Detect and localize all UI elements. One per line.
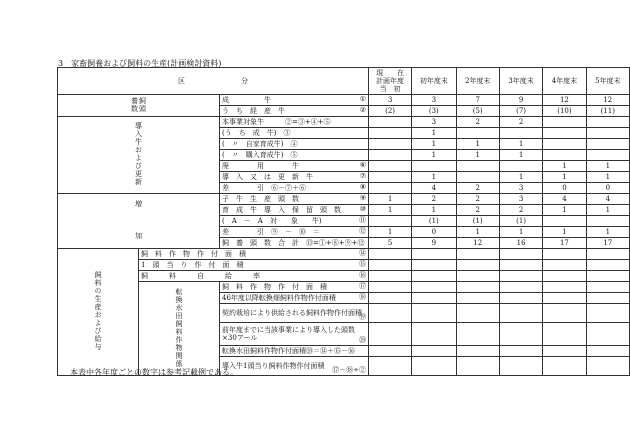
table-cell <box>368 260 411 271</box>
table-cell <box>499 161 542 172</box>
table-cell <box>499 346 542 357</box>
table-cell <box>368 346 411 357</box>
table-cell <box>543 282 586 293</box>
table-cell: 2 <box>412 194 456 205</box>
table-cell: 1 <box>456 150 499 161</box>
table-cell <box>368 323 411 346</box>
table-cell <box>412 271 456 282</box>
header-year-3: 3年度末 <box>499 68 542 95</box>
row-label <box>220 227 369 238</box>
table-cell: 1 <box>412 150 456 161</box>
header-year-2: 2年度末 <box>456 68 499 95</box>
table-cell <box>368 304 411 323</box>
table-cell <box>586 346 629 357</box>
table-cell <box>499 323 542 346</box>
table-cell <box>456 161 499 172</box>
table-cell: 0 <box>543 183 586 194</box>
row-label <box>220 304 369 323</box>
row-label-text: 契約栽培により供給される飼料作物作付面積 <box>222 309 362 317</box>
table-cell <box>586 139 629 150</box>
table-cell: 1 <box>543 227 586 238</box>
section-label-shiyo: 飼頭養数 <box>58 95 220 117</box>
row-label-text: 前年度までに当該事業により導入した頭数×30アール <box>222 326 355 342</box>
table-cell <box>586 282 629 293</box>
table-cell: 0 <box>412 227 456 238</box>
table-cell: (1) <box>456 216 499 227</box>
table-cell: 1 <box>456 139 499 150</box>
row-label-text: ( 〃 購入育成牛) ⑤ <box>222 150 298 159</box>
table-cell <box>412 293 456 304</box>
table-cell <box>412 260 456 271</box>
row-label-text: う ち 経 産 牛 <box>222 106 285 115</box>
table-cell <box>456 304 499 323</box>
row-label-text: 成 牛 <box>222 95 271 104</box>
table-cell <box>586 216 629 227</box>
row-label <box>220 282 369 293</box>
row-label-text: 本事業対象牛 ②=③+④+⑤ <box>222 117 331 126</box>
table-cell: (3) <box>412 106 456 117</box>
row-label-text: 差 引 ⑨ － ⑩ ＝ <box>222 227 320 236</box>
table-cell: 3 <box>412 95 456 106</box>
table-cell <box>368 128 411 139</box>
row-label <box>220 194 369 205</box>
row-label-text: (う ち 成 牛) ③ <box>222 128 291 137</box>
row-circle-number: ⑳ <box>358 336 366 344</box>
table-cell <box>543 304 586 323</box>
table-cell: 0 <box>586 183 629 194</box>
table-cell <box>456 128 499 139</box>
table-cell: (11) <box>586 106 629 117</box>
header-current: 現 在 計画年度 当 初 <box>368 68 411 95</box>
row-label-text: 46年度以降転換畑飼料作物作付面積 <box>222 293 336 302</box>
table-cell: 17 <box>586 238 629 249</box>
table-cell: 9 <box>499 95 542 106</box>
table-cell <box>499 357 542 376</box>
row-label-text: 飼 料 作 物 作 付 面 積 <box>222 282 327 291</box>
row-label <box>220 183 369 194</box>
row-circle-number: ⑰ <box>358 282 366 290</box>
header-row <box>58 68 630 95</box>
row-label <box>220 106 369 117</box>
section-label-zoka: 増 加 <box>58 194 220 249</box>
row-label <box>220 293 369 304</box>
table-cell: (10) <box>543 106 586 117</box>
row-label-text: ( 〃 自家育成牛) ④ <box>222 139 298 148</box>
row-label-text: 差 引 ⑥－⑦＋⑥ <box>222 183 306 192</box>
table-cell: 1 <box>368 194 411 205</box>
table-cell <box>456 271 499 282</box>
table-cell: (7) <box>499 106 542 117</box>
table-cell: 1 <box>543 205 586 216</box>
table-cell: 1 <box>543 172 586 183</box>
table-cell <box>586 357 629 376</box>
table-cell <box>456 293 499 304</box>
row-circle-number: ⑱ <box>358 293 366 301</box>
row-circle-number: ⑯ <box>358 271 366 279</box>
section-label-tenkan: 転換水田飼料作物関係 <box>139 282 220 376</box>
row-label <box>139 271 369 282</box>
table-cell <box>412 357 456 376</box>
table-cell <box>499 282 542 293</box>
table-row <box>58 95 630 106</box>
table-cell <box>368 139 411 150</box>
table-cell <box>586 304 629 323</box>
row-circle-number: ⑥ <box>359 161 366 169</box>
row-label <box>220 128 369 139</box>
row-label <box>139 249 369 260</box>
table-cell <box>499 304 542 323</box>
row-label-text: 子 牛 生 産 頭 数 <box>222 194 299 203</box>
row-label <box>220 323 369 346</box>
table-cell: 1 <box>412 139 456 150</box>
row-circle-number: ⑲ <box>358 313 366 321</box>
table-cell <box>368 172 411 183</box>
table-cell: 4 <box>412 183 456 194</box>
table-cell <box>543 139 586 150</box>
table-cell: 1 <box>456 227 499 238</box>
table-cell <box>412 249 456 260</box>
table-cell: 17 <box>543 238 586 249</box>
table-cell <box>543 260 586 271</box>
row-label-text: 転換水田飼料作物作付面積⑳＝⑭＋⑮－⑯ <box>222 346 355 355</box>
row-label <box>220 346 369 357</box>
row-circle-number: ⑰－⑱÷② <box>332 366 366 374</box>
section-label-donyu: 導入牛および更新 <box>58 117 220 194</box>
row-label-text: 育 成 牛 導 入 保 留 頭 数 <box>222 205 341 214</box>
table-cell <box>412 304 456 323</box>
table-cell: 1 <box>499 139 542 150</box>
table-cell: 1 <box>368 205 411 216</box>
table-cell <box>543 128 586 139</box>
table-body <box>58 95 630 376</box>
table-cell: 2 <box>456 183 499 194</box>
table-cell <box>456 357 499 376</box>
header-year-1: 初年度末 <box>412 68 456 95</box>
table-cell: (1) <box>499 216 542 227</box>
table-cell <box>543 216 586 227</box>
row-label <box>220 150 369 161</box>
table-cell: 1 <box>412 172 456 183</box>
table-cell <box>412 346 456 357</box>
row-label <box>220 139 369 150</box>
table-cell <box>543 271 586 282</box>
table-cell <box>412 282 456 293</box>
table-cell: 1 <box>586 172 629 183</box>
row-label <box>220 161 369 172</box>
row-label <box>220 216 369 227</box>
table-cell: 12 <box>543 95 586 106</box>
table-cell <box>543 293 586 304</box>
header-year-4: 4年度末 <box>543 68 586 95</box>
table-cell <box>456 260 499 271</box>
table-cell: 16 <box>499 238 542 249</box>
table-cell <box>368 117 411 128</box>
row-circle-number: ① <box>359 95 366 103</box>
table-cell <box>586 150 629 161</box>
table-cell: 1 <box>499 150 542 161</box>
table-cell: 12 <box>456 238 499 249</box>
table-cell <box>456 282 499 293</box>
table-cell: 7 <box>456 95 499 106</box>
table-cell <box>586 271 629 282</box>
table-cell <box>499 293 542 304</box>
table-cell <box>543 357 586 376</box>
table-cell <box>586 323 629 346</box>
document-title: 3 家畜飼養および飼料の生産(計画検討資料) <box>58 59 222 68</box>
table-cell: 2 <box>456 117 499 128</box>
row-circle-number: ⑦ <box>359 172 366 180</box>
row-circle-number: ⑨ <box>359 194 366 202</box>
row-label <box>220 238 369 249</box>
table-cell: 1 <box>586 161 629 172</box>
table-cell: 1 <box>586 205 629 216</box>
table-cell: 1 <box>543 161 586 172</box>
row-circle-number: ⑧ <box>359 183 366 191</box>
row-label-text: 廃 用 牛 <box>222 161 299 170</box>
table-cell: 3 <box>499 194 542 205</box>
row-circle-number: ⑪ <box>358 216 366 224</box>
table-cell: 1 <box>586 227 629 238</box>
livestock-plan-table <box>57 67 630 376</box>
table-cell <box>412 161 456 172</box>
table-cell: 2 <box>456 194 499 205</box>
table-cell <box>543 249 586 260</box>
table-cell <box>586 293 629 304</box>
row-label-text: ( A － A 対 象 牛) <box>222 216 322 225</box>
row-label <box>220 205 369 216</box>
table-cell: 1 <box>499 227 542 238</box>
header-year-5: 5年度末 <box>586 68 629 95</box>
table-cell <box>499 271 542 282</box>
table-row <box>58 260 630 271</box>
row-label <box>220 117 369 128</box>
row-circle-number: ⑫ <box>358 227 366 235</box>
table-cell <box>412 323 456 346</box>
footnote: 本表中各年度ごとの数字は参考記載例である。 <box>70 368 238 377</box>
row-label-text: 飼 料 自 給 率 <box>141 271 260 280</box>
row-label-text: 1 頭 当 り 作 付 面 積 <box>141 260 244 269</box>
section-label-shiryo: 飼料の生産および給与 <box>58 249 139 376</box>
table-cell <box>368 249 411 260</box>
table-cell <box>543 150 586 161</box>
table-cell <box>456 323 499 346</box>
table-cell: (1) <box>412 216 456 227</box>
table-cell: 2 <box>499 205 542 216</box>
table-cell <box>543 323 586 346</box>
table-row <box>58 271 630 282</box>
table-row <box>58 117 630 128</box>
table-cell <box>368 216 411 227</box>
table-cell <box>543 117 586 128</box>
row-label-text: 導 入 又 は 更 新 牛 <box>222 172 313 181</box>
row-label-text: 飼 養 頭 数 合 計 ⑬=①+⑧+⑨+⑫ <box>222 238 365 247</box>
table-cell <box>368 150 411 161</box>
table-cell <box>368 357 411 376</box>
table-cell <box>368 271 411 282</box>
table-row <box>58 282 630 293</box>
table-cell <box>456 172 499 183</box>
table-cell: 9 <box>412 238 456 249</box>
table-cell: 3 <box>499 183 542 194</box>
table-cell: 1 <box>412 205 456 216</box>
table-cell <box>586 117 629 128</box>
table-cell <box>499 249 542 260</box>
table-cell <box>456 346 499 357</box>
row-label-text: 導入牛1頭当り飼料作物作付面積 <box>222 362 325 370</box>
row-circle-number: ② <box>359 106 366 114</box>
table-cell: 4 <box>586 194 629 205</box>
table-cell: 1 <box>368 227 411 238</box>
table-cell: 3 <box>412 117 456 128</box>
table-cell: 2 <box>499 117 542 128</box>
table-cell: 4 <box>543 194 586 205</box>
row-label <box>139 260 369 271</box>
table-cell: 2 <box>456 205 499 216</box>
table-cell <box>586 128 629 139</box>
header-kubun: 区 分 <box>58 68 369 95</box>
table-cell: 5 <box>368 238 411 249</box>
table-row <box>58 194 630 205</box>
table-cell <box>499 260 542 271</box>
table-cell <box>586 249 629 260</box>
table-cell <box>586 260 629 271</box>
table-cell: 1 <box>412 128 456 139</box>
row-circle-number: ⑮ <box>358 260 366 268</box>
table-cell: (2) <box>368 106 411 117</box>
table-row <box>58 249 630 260</box>
table-cell: (5) <box>456 106 499 117</box>
table-cell <box>543 346 586 357</box>
row-circle-number: ⑩ <box>359 205 366 213</box>
table-cell <box>368 161 411 172</box>
table-cell <box>368 282 411 293</box>
table-cell <box>368 293 411 304</box>
table-cell <box>368 183 411 194</box>
row-label <box>220 357 369 376</box>
row-label-text: 飼 料 作 物 作 付 面 積 <box>141 249 246 258</box>
row-label <box>220 95 369 106</box>
row-circle-number: ⑭ <box>358 249 366 257</box>
table-cell: 12 <box>586 95 629 106</box>
row-label <box>220 172 369 183</box>
table-cell <box>499 128 542 139</box>
table-cell: 1 <box>499 172 542 183</box>
table-cell <box>456 249 499 260</box>
table-cell: 3 <box>368 95 411 106</box>
